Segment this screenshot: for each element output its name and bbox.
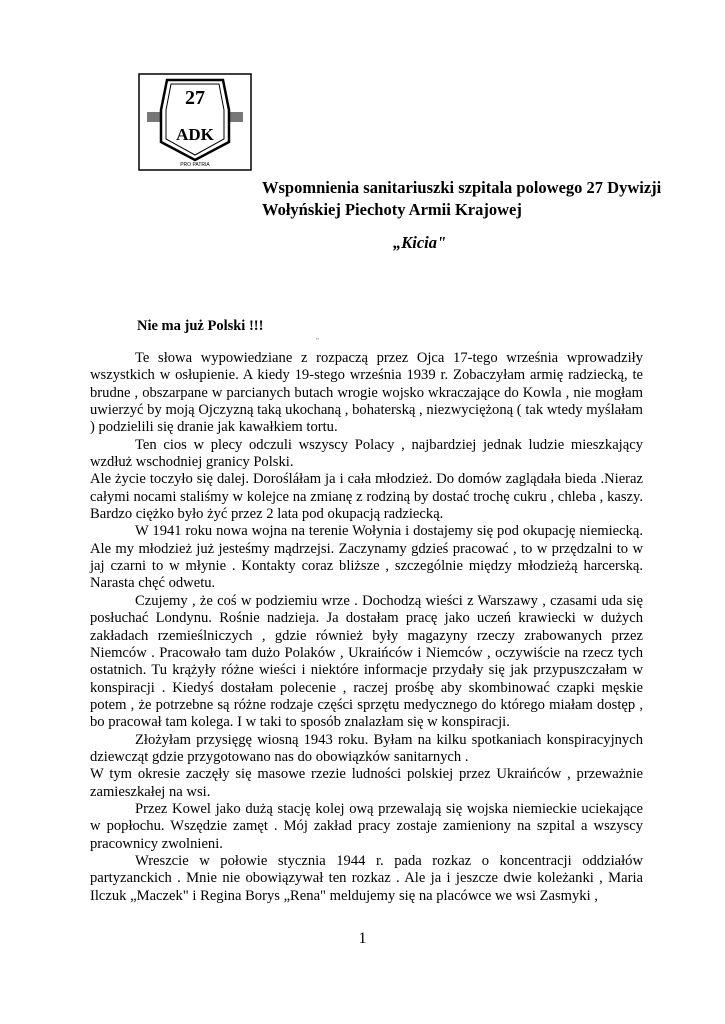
stray-mark: "	[316, 337, 319, 345]
logo-text: ADK	[176, 125, 214, 144]
paragraph: Przez Kowel jako dużą stację kolej ową przewalają się wojska niemieckie uciekające w popłochu. Wszędzie zamęt . Mój zakład pracy zostaje zamieniony na szpital a wszyscy pracownicy zwolnieni.	[90, 800, 643, 852]
author-pseudonym: „Kicia"	[393, 233, 447, 252]
paragraph: Ten cios w plecy odczuli wszyscy Polacy , najbardziej jednak ludzie mieszkający wzdłuż wschodniej granicy Polski.	[90, 436, 643, 471]
document-title: Wspomnienia sanitariuszki szpitala polowego 27 Dywizji Wołyńskiej Piechoty Armii Krajowej	[262, 178, 662, 219]
paragraph: Czujemy , że coś w podziemiu wrze . Dochodzą wieści z Warszawy , czasami uda się posłuchać Londynu. Rośnie nadzieja. Ja dostałam pracę jako uczeń krawiecki w dużych zakładach rzemieślniczych , gdzie również były magazyny rzeczy zrabowanych przez Niemców . Pracowało tam dużo Polaków , Ukraińców i Niemców , oczywiście na rzecz tych ostatnich. Tu krążyły różne wieści i niektóre informacje przydały się jak przypuszczałam w konspiracji . Kiedyś dostałam polecenie , raczej prośbę aby skombinować czapki męskie potem , że potrzebne są różne rodzaje części sprzętu medycznego do którego miałam dostęp , bo pracował tam kolega. I w taki to sposób znalazłam się w konspiracji.	[90, 592, 643, 731]
logo-motto: PRO PATRIA	[180, 162, 210, 168]
logo-number: 27	[185, 87, 205, 109]
body-text	[90, 350, 643, 905]
paragraph: Ale życie toczyło się dalej. Dorośláłam ja i cała młodzież. Do domów zaglądała bieda .Nieraz całymi nocami staliśmy w kolejce na zmianę z rodziną by dostać trochę cukru , chleba , kaszy. Bardzo ciężko było żyć przez 2 lata pod okupacją radziecką.	[90, 471, 643, 523]
page-number: 1	[358, 930, 367, 947]
paragraph: Te słowa wypowiedziane z rozpaczą przez Ojca 17-tego września wprowadziły wszystkich w osłupienie. A kiedy 19-stego września 1939 r. Zobaczyłam armię radziecką, te brudne , obszarpane w parcianych butach wrogie wojsko wkraczające do Kowla , nie mogłam uwierzyć by moją Ojczyzną taką ukochaną , bohaterską , niezwyciężoną ( tak wtedy myślałam ) podzielili się dranie jak kawałkiem tortu.	[90, 350, 643, 436]
paragraph: W tym okresie zaczęły się masowe rzezie ludności polskiej przez Ukraińców , przeważnie zamieszkałej na wsi.	[90, 766, 643, 800]
section-heading: Nie ma już Polski !!!	[137, 318, 264, 334]
paragraph: Wreszcie w połowie stycznia 1944 r. pada rozkaz o koncentracji oddziałów partyzanckich . Mnie nie obowiązywał ten rozkaz . Ale ja i jeszcze dwie koleżanki , Maria Ilczuk „Maczek" i Regina Borys „Rena" meldujemy się na placówce we wsi Zasmyki ,	[90, 852, 643, 904]
paragraph: Złożyłam przysięgę wiosną 1943 roku. Byłam na kilku spotkaniach konspiracyjnych dziewcząt gdzie przygotowano nas do obowiązków sanitarnych .	[90, 731, 643, 765]
ak-27-division-logo	[137, 72, 253, 172]
paragraph: W 1941 roku nowa wojna na terenie Wołynia i dostajemy się pod okupację niemiecką. Ale my młodzież już jesteśmy mądrzejsi. Zaczynamy gdzieś pracować , to w przędzalni to w jaj czarni to w młynie . Kontakty coraz bliższe , szczególnie między młodzieżą harcerską. Narasta chęć odwetu.	[90, 523, 643, 592]
